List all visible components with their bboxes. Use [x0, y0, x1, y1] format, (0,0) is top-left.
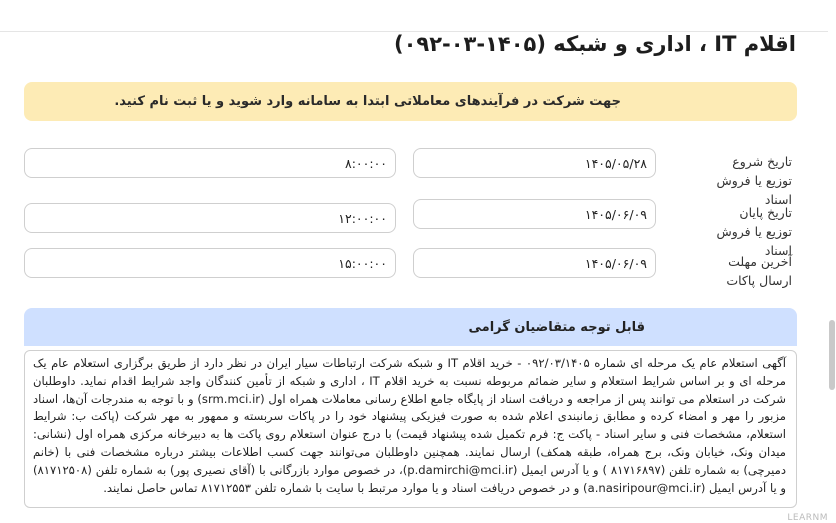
end-date-label: تاریخ پایان توزیع یا فروش اسناد [716, 205, 792, 258]
schedule-row-end [0, 199, 836, 258]
scrollbar-thumb[interactable] [829, 320, 835, 390]
page-scrollbar[interactable] [828, 0, 836, 523]
schedule-row-start [0, 148, 836, 207]
login-alert-text: جهت شرکت در فرآیندهای معاملاتی ابتدا به سامانه وارد شوید و یا ثبت نام کنید. [114, 94, 621, 109]
deadline-time-field[interactable] [24, 248, 396, 278]
start-time-field[interactable] [24, 148, 396, 178]
schedule-row-deadline [0, 248, 836, 292]
page-title: اقلام IT ، اداری و شبکه (۱۴۰۵-۰۳-۰۹۲) [393, 32, 796, 56]
login-alert [24, 82, 797, 121]
start-date-field[interactable] [413, 148, 656, 178]
deadline-label: آخرین مهلت ارسال پاکات [726, 254, 792, 288]
notice-header [24, 308, 797, 346]
footer-peek-text: LEARNM [787, 513, 828, 523]
notice-body[interactable]: آگهی استعلام عام یک مرحله ای شماره ۰۹۲/۰۳/۱۴۰۵ - خرید اقلام IT و شبکه شرکت ارتباطات سیار ایران در نظر دارد از طریق برگزاری استعلام عام یک مرحله ای و بر اساس شرایط استعلام و سایر ضمائم مربوطه نسبت به خرید اقلام IT ، اداری و شبکه از تأمین کنندگان واجد شرایط اقدام نماید. داوطلبان شرکت در استعلام می توانند پس از مراجعه و دریافت اسناد از پایگاه جامع اطلاع رسانی معاملات همراه اول (srm.mci.ir) و با توجه به مندرجات آن‌ها، اسناد مزبور را مهر و امضاء کرده و مطابق زمانبندی اعلام شده به صورت فیزیکی پیشنهاد خود را در پاکات سربسته و ممهور به مهر شرکت (پاکت ب: شرایط استعلام، مشخصات فنی و سایر اسناد - پاکت ج: فرم تکمیل شده پیشنهاد قیمت) با درج عنوان استعلام روی پاکت ها به دبیرخانه مرکزی همراه اول (نشانی: میدان ونک، خیابان ونک، برج همراه، طبقه همکف) ارسال نمایند. همچنین داوطلبان می‌توانند جهت کسب اطلاعات بیشتر درباره مشخصات فنی با (خانم دمیرچی) به شماره تلفن (۸۱۷۱۶۸۹۷ ) و یا آدرس ایمیل (p.damirchi@mci.ir)، در خصوص موارد بازرگانی با (آقای نصیری پور) به شماره تلفن (۸۱۷۱۲۵۰۸) و یا آدرس ایمیل (a.nasiripour@mci.ir) و در خصوص دریافت اسناد و یا موارد مرتبط با سایت با شماره تلفن ۸۱۷۱۲۵۵۳ تماس حاصل نمایند. [24, 350, 797, 508]
end-date-field[interactable] [413, 199, 656, 229]
top-bar [0, 0, 836, 32]
deadline-date-field[interactable] [413, 248, 656, 278]
end-time-field[interactable] [24, 203, 396, 233]
notice-heading: قابل توجه متقاضیان گرامی [468, 319, 645, 335]
start-date-label: تاریخ شروع توزیع یا فروش اسناد [716, 154, 792, 207]
